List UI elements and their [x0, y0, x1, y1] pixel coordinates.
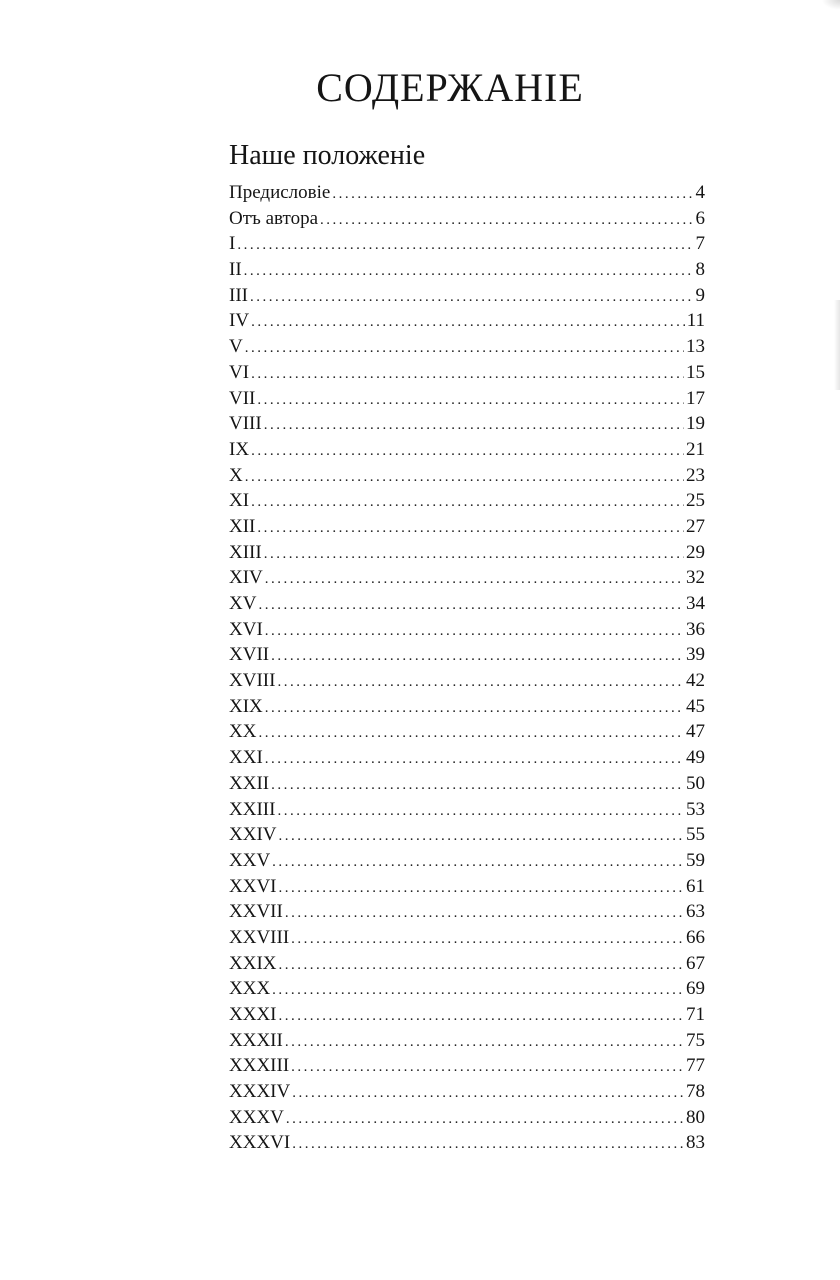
- toc-entry-label: XI: [229, 490, 250, 512]
- toc-entry-page-number: 32: [686, 567, 705, 589]
- toc-entry-label: X: [229, 464, 243, 486]
- toc-entry-page-number: 83: [686, 1132, 705, 1154]
- toc-entry-label: XXIX: [229, 952, 277, 974]
- toc-entry-page-number: 4: [695, 182, 705, 203]
- toc-entry: [229, 976, 705, 1002]
- toc-entry: [229, 283, 705, 309]
- dot-leader: [251, 439, 684, 465]
- toc-entry-label: XXVII: [229, 901, 283, 923]
- toc-entry-label: II: [229, 259, 242, 281]
- toc-entry-label: XII: [229, 515, 256, 537]
- toc-entry: [229, 822, 705, 848]
- toc-entry-page-number: 39: [686, 644, 705, 666]
- toc-entry-page-number: 50: [686, 772, 705, 794]
- toc-entry: [229, 745, 705, 771]
- dot-leader: [251, 362, 684, 388]
- toc-entry: [229, 771, 705, 797]
- toc-entry: [229, 1105, 705, 1131]
- toc-entry-page-number: 45: [686, 695, 705, 717]
- toc-entry-label: XV: [229, 593, 257, 614]
- dot-leader: [291, 927, 684, 953]
- toc-entry-page-number: 63: [686, 901, 705, 923]
- toc-entry: [229, 308, 705, 334]
- dot-leader: [320, 208, 693, 234]
- dot-leader: [291, 1055, 684, 1081]
- toc-entry-page-number: 7: [695, 233, 705, 255]
- dot-leader: [264, 542, 684, 568]
- dot-leader: [279, 876, 685, 902]
- toc-entry-label: XXX: [229, 978, 271, 1000]
- dot-leader: [279, 953, 685, 979]
- toc-entry: [229, 668, 705, 694]
- dot-leader: [245, 465, 684, 491]
- toc-entry-label: XXIII: [229, 798, 276, 820]
- toc-entry-page-number: 59: [686, 849, 705, 871]
- toc-entry: [229, 1079, 705, 1105]
- toc-entry-label: V: [229, 336, 243, 358]
- toc-entry: [229, 231, 705, 257]
- toc-entry-label: XXXVI: [229, 1132, 291, 1154]
- toc-entry: [229, 180, 705, 206]
- toc-entry-page-number: 61: [686, 875, 705, 897]
- toc-entry: [229, 694, 705, 720]
- toc-entry: [229, 386, 705, 412]
- toc-entry-label: XXVIII: [229, 926, 290, 948]
- toc-entry-label: III: [229, 284, 248, 306]
- toc-entry-label: XVI: [229, 618, 263, 640]
- toc-entry: [229, 925, 705, 951]
- toc-entry: [229, 488, 705, 514]
- dot-leader: [271, 773, 684, 799]
- toc-entry-page-number: 49: [686, 747, 705, 769]
- toc-entry: [229, 1130, 705, 1156]
- toc-entry-label: IV: [229, 310, 250, 332]
- toc-entry-label: XIX: [229, 695, 263, 717]
- dot-leader: [245, 336, 684, 362]
- dot-leader: [285, 1030, 684, 1056]
- toc-entry-page-number: 71: [686, 1004, 705, 1025]
- page-title: СОДЕРЖАНІЕ: [316, 65, 584, 110]
- dot-leader: [258, 721, 684, 747]
- toc-entry: [229, 257, 705, 283]
- dot-leader: [257, 516, 684, 542]
- toc-entry: [229, 463, 705, 489]
- dot-leader: [257, 388, 684, 414]
- toc-entry: [229, 206, 705, 232]
- toc-entry-label: XXIV: [229, 824, 277, 846]
- toc-entry-page-number: 77: [686, 1055, 705, 1077]
- toc-entry-label: XVII: [229, 644, 270, 666]
- dot-leader: [286, 1107, 684, 1133]
- toc-entry: [229, 899, 705, 925]
- toc-entry-label: XXXIII: [229, 1055, 290, 1077]
- toc-entry: [229, 719, 705, 745]
- toc-entry-page-number: 78: [686, 1081, 705, 1103]
- toc-entry: [229, 1053, 705, 1079]
- toc-entry-label: XXII: [229, 772, 270, 794]
- dot-leader: [250, 285, 694, 311]
- toc-entry-label: XXI: [229, 747, 263, 769]
- toc-entry: [229, 514, 705, 540]
- toc-entry-label: VII: [229, 387, 256, 409]
- toc-entry: [229, 565, 705, 591]
- dot-leader: [251, 490, 684, 516]
- toc-entry-label: XXV: [229, 849, 271, 871]
- table-of-contents: [229, 180, 705, 1156]
- dot-leader: [277, 799, 684, 825]
- dot-leader: [272, 978, 684, 1004]
- toc-entry-page-number: 34: [686, 593, 705, 614]
- dot-leader: [332, 182, 693, 208]
- toc-entry-page-number: 67: [686, 952, 705, 974]
- toc-entry-label: XXVI: [229, 875, 277, 897]
- toc-entry-label: XVIII: [229, 670, 276, 692]
- dot-leader: [285, 901, 684, 927]
- toc-entry: [229, 797, 705, 823]
- toc-entry-page-number: 17: [686, 387, 705, 409]
- dot-leader: [265, 747, 684, 773]
- page-corner-shadow: [822, 0, 840, 10]
- toc-entry-page-number: 36: [686, 618, 705, 640]
- toc-entry-label: XXXI: [229, 1004, 277, 1025]
- toc-entry-page-number: 8: [695, 259, 705, 281]
- toc-entry: [229, 1028, 705, 1054]
- toc-entry-label: VIII: [229, 413, 262, 435]
- toc-entry-page-number: 47: [686, 721, 705, 743]
- toc-entry-label: XX: [229, 721, 257, 743]
- toc-entry-page-number: 27: [686, 515, 705, 537]
- toc-entry-page-number: 25: [686, 490, 705, 512]
- toc-entry-label: I: [229, 233, 236, 255]
- toc-entry-page-number: 66: [686, 926, 705, 948]
- toc-entry-page-number: 69: [686, 978, 705, 1000]
- dot-leader: [237, 233, 693, 259]
- dot-leader: [265, 696, 684, 722]
- dot-leader: [251, 310, 685, 336]
- toc-entry-page-number: 6: [695, 207, 705, 229]
- toc-entry: [229, 951, 705, 977]
- toc-entry-page-number: 19: [686, 413, 705, 435]
- dot-leader: [279, 1004, 685, 1030]
- toc-entry-page-number: 55: [686, 824, 705, 846]
- dot-leader: [277, 670, 684, 696]
- toc-entry-page-number: 75: [686, 1029, 705, 1051]
- toc-entry-page-number: 80: [686, 1106, 705, 1128]
- dot-leader: [292, 1081, 684, 1107]
- toc-entry-label: XXXIV: [229, 1081, 291, 1103]
- toc-entry: [229, 411, 705, 437]
- toc-entry-label: XXXII: [229, 1029, 283, 1051]
- dot-leader: [258, 593, 684, 619]
- toc-entry: [229, 848, 705, 874]
- toc-entry-label: IX: [229, 438, 250, 460]
- toc-entry-page-number: 11: [686, 310, 705, 332]
- dot-leader: [264, 413, 684, 439]
- dot-leader: [265, 567, 684, 593]
- toc-entry: [229, 617, 705, 643]
- toc-entry-page-number: 23: [686, 464, 705, 486]
- toc-entry-label: Отъ автора: [229, 207, 319, 229]
- dot-leader: [265, 619, 684, 645]
- toc-entry: [229, 591, 705, 617]
- toc-entry: [229, 360, 705, 386]
- toc-entry-label: VI: [229, 361, 250, 383]
- toc-entry-page-number: 29: [686, 541, 705, 563]
- dot-leader: [279, 824, 685, 850]
- toc-entry-page-number: 53: [686, 798, 705, 820]
- toc-entry-page-number: 9: [695, 284, 705, 306]
- toc-entry-page-number: 42: [686, 670, 705, 692]
- section-heading: Наше положеніе: [229, 140, 426, 171]
- toc-entry: [229, 334, 705, 360]
- toc-entry: [229, 1002, 705, 1028]
- dot-leader: [292, 1132, 684, 1158]
- toc-entry-page-number: 13: [686, 336, 705, 358]
- toc-entry-page-number: 15: [686, 361, 705, 383]
- toc-entry-label: XIV: [229, 567, 263, 589]
- dot-leader: [272, 850, 684, 876]
- dot-leader: [271, 644, 684, 670]
- toc-entry-page-number: 21: [686, 438, 705, 460]
- toc-entry-label: XIII: [229, 541, 262, 563]
- toc-entry-label: Предисловіе: [229, 182, 331, 203]
- toc-entry-label: XXXV: [229, 1106, 284, 1128]
- toc-entry: [229, 437, 705, 463]
- toc-entry: [229, 642, 705, 668]
- dot-leader: [244, 259, 694, 285]
- toc-entry: [229, 874, 705, 900]
- page-edge-shadow: [834, 300, 840, 390]
- toc-entry: [229, 540, 705, 566]
